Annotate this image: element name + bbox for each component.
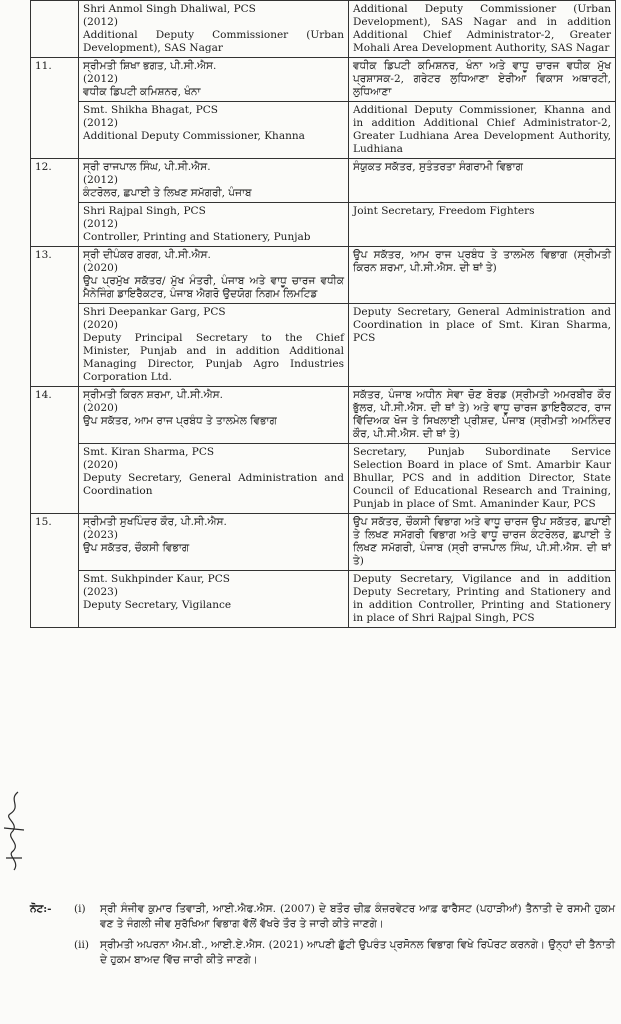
note-tag: (ii) — [74, 939, 89, 951]
batch-year: (2012) — [83, 174, 118, 186]
table-row — [31, 203, 616, 247]
batch-year: (2020) — [83, 262, 118, 274]
note-text: ਸ੍ਰੀ ਸੰਜੀਵ ਕੁਮਾਰ ਤਿਵਾੜੀ, ਆਈ.ਐਫ.ਐਸ. (2007) ਦੇ ਬਤੌਰ ਚੀਫ਼ ਕੰਜ਼ਰਵੇਟਰ ਆਫ਼ ਫਾਰੈਸਟ (ਪਹਾੜੀਆਂ) ਤੈਨਾਤੀ ਦੇ ਰਸਮੀ ਹੁਕਮ ਵਣ ਤੇ ਜੰਗਲੀ ਜੀਵ ਸੁਰੱਖਿਆ ਵਿਭਾਗ ਵੱਲੋਂ ਵੱਖਰੇ ਤੌਰ ਤੇ ਜਾਰੀ ਕੀਤੇ ਜਾਣਗੇ। — [100, 903, 615, 930]
officer-cell-punjabi — [79, 387, 349, 444]
current-posting: Deputy Secretary, General Administration and Coordination — [83, 472, 344, 497]
new-posting-punjabi: ਉਪ ਸਕੱਤਰ, ਆਮ ਰਾਜ ਪ੍ਰਬੰਧ ਤੇ ਤਾਲਮੇਲ ਵਿਭਾਗ (ਸ੍ਰੀਮਤੀ ਕਿਰਨ ਸ਼ਰਮਾ, ਪੀ.ਸੀ.ਐਸ. ਦੀ ਥਾਂ ਤੇ) — [349, 247, 616, 304]
table-row — [31, 514, 616, 571]
serial-number: 12. — [31, 159, 79, 247]
serial-number — [31, 1, 79, 58]
new-posting-english: Secretary, Punjab Subordinate Service Selection Board in place of Smt. Amarbir Kaur Bhullar, PCS and in addition Director, State Council of Educational Research and Training, Punjab in place of Smt. Amaninder Kaur, PCS — [349, 444, 616, 514]
table-row — [31, 159, 616, 203]
notes-section — [30, 902, 615, 974]
officer-cell-punjabi — [79, 58, 349, 102]
officer-name: Smt. Kiran Sharma, PCS — [83, 446, 215, 458]
officer-cell-english — [79, 203, 349, 247]
current-posting: Deputy Principal Secretary to the Chief Minister, Punjab and in addition Additional Managing Director, Punjab Agro Industries Corporation Ltd. — [83, 332, 344, 383]
officer-name: ਸ੍ਰੀਮਤੀ ਸੁਖਪਿੰਦਰ ਕੌਰ, ਪੀ.ਸੀ.ਐਸ. — [83, 516, 227, 528]
table-row — [31, 571, 616, 628]
notes-heading: ਨੋਟ:- — [30, 903, 52, 915]
batch-year: (2020) — [83, 459, 118, 471]
current-posting: Controller, Printing and Stationery, Punjab — [83, 231, 311, 243]
officer-cell-english — [79, 304, 349, 387]
table-row — [31, 1, 616, 58]
note-item — [30, 938, 615, 968]
note-item — [30, 902, 615, 932]
table-row — [31, 387, 616, 444]
batch-year: (2012) — [83, 73, 118, 85]
serial-number: 14. — [31, 387, 79, 514]
current-posting: Additional Deputy Commissioner, Khanna — [83, 130, 305, 142]
officer-cell-english — [79, 444, 349, 514]
officer-name: Shri Anmol Singh Dhaliwal, PCS — [83, 3, 256, 15]
note-tag: (i) — [74, 903, 86, 915]
serial-number: 13. — [31, 247, 79, 387]
current-posting: ਕੰਟਰੋਲਰ, ਛਪਾਈ ਤੇ ਲਿਖਣ ਸਮੱਗਰੀ, ਪੰਜਾਬ — [83, 187, 252, 199]
new-posting-english: Additional Deputy Commissioner (Urban Development), SAS Nagar and in addition Additional Chief Administrator-2, Greater Mohali Area Development Authority, SAS Nagar — [349, 1, 616, 58]
batch-year: (2023) — [83, 529, 118, 541]
table-row — [31, 102, 616, 159]
table-row — [31, 247, 616, 304]
handwritten-signature — [0, 788, 28, 878]
officer-cell-english — [79, 102, 349, 159]
serial-number: 11. — [31, 58, 79, 159]
officer-name: Shri Rajpal Singh, PCS — [83, 205, 206, 217]
current-posting: ਉਪ ਸਕੱਤਰ, ਚੌਕਸੀ ਵਿਭਾਗ — [83, 542, 190, 554]
current-posting: ਉਪ ਪ੍ਰਮੁੱਖ ਸਕੱਤਰ/ ਮੁੱਖ ਮੰਤਰੀ, ਪੰਜਾਬ ਅਤੇ ਵਾਧੂ ਚਾਰਜ ਵਧੀਕ ਮੈਨੇਜਿੰਗ ਡਾਇਰੈਕਟਰ, ਪੰਜਾਬ ਐਗਰੋ ਉਦਯੋਗ ਨਿਗਮ ਲਿਮਟਿਡ — [83, 275, 344, 300]
table-row — [31, 444, 616, 514]
officer-cell-punjabi — [79, 159, 349, 203]
new-posting-punjabi: ਵਧੀਕ ਡਿਪਟੀ ਕਮਿਸ਼ਨਰ, ਖੰਨਾ ਅਤੇ ਵਾਧੂ ਚਾਰਜ ਵਧੀਕ ਮੁੱਖ ਪ੍ਰਸ਼ਾਸਕ-2, ਗਰੇਟਰ ਲੁਧਿਆਣਾ ਏਰੀਆ ਵਿਕਾਸ ਅਥਾਰਟੀ, ਲੁਧਿਆਣਾ — [349, 58, 616, 102]
officer-name: Smt. Shikha Bhagat, PCS — [83, 104, 218, 116]
serial-number: 15. — [31, 514, 79, 628]
officer-cell-punjabi — [79, 247, 349, 304]
officer-cell-english — [79, 1, 349, 58]
new-posting-english: Deputy Secretary, Vigilance and in addition Deputy Secretary, Printing and Stationery and in addition Controller, Printing and Stationery in place of Shri Rajpal Singh, PCS — [349, 571, 616, 628]
current-posting: ਵਧੀਕ ਡਿਪਟੀ ਕਮਿਸ਼ਨਰ, ਖੰਨਾ — [83, 86, 201, 98]
note-text: ਸ੍ਰੀਮਤੀ ਅਪਰਨਾ ਐਮ.ਬੀ., ਆਈ.ਏ.ਐਸ. (2021) ਆਪਣੀ ਛੁੱਟੀ ਉਪਰੰਤ ਪ੍ਰਸੋਨਲ ਵਿਭਾਗ ਵਿਖੇ ਰਿਪੋਰਟ ਕਰਨਗੇ। ਉਨ੍ਹਾਂ ਦੀ ਤੈਨਾਤੀ ਦੇ ਹੁਕਮ ਬਾਅਦ ਵਿੱਚ ਜਾਰੀ ਕੀਤੇ ਜਾਣਗੇ। — [100, 939, 615, 966]
new-posting-english: Joint Secretary, Freedom Fighters — [349, 203, 616, 247]
officer-name: ਸ੍ਰੀਮਤੀ ਸ਼ਿਖਾ ਭਗਤ, ਪੀ.ਸੀ.ਐਸ. — [83, 60, 217, 72]
batch-year: (2012) — [83, 218, 118, 230]
new-posting-punjabi: ਸੰਯੁਕਤ ਸਕੱਤਰ, ਸੁਤੰਤਰਤਾ ਸੰਗਰਾਮੀ ਵਿਭਾਗ — [349, 159, 616, 203]
officer-cell-english — [79, 571, 349, 628]
officer-name: ਸ੍ਰੀਮਤੀ ਕਿਰਨ ਸ਼ਰਮਾ, ਪੀ.ਸੀ.ਐਸ. — [83, 389, 223, 401]
officer-name: Smt. Sukhpinder Kaur, PCS — [83, 573, 230, 585]
current-posting: Additional Deputy Commissioner (Urban Development), SAS Nagar — [83, 29, 344, 54]
table-row — [31, 304, 616, 387]
officer-name: ਸ੍ਰੀ ਦੀਪੰਕਰ ਗਰਗ, ਪੀ.ਸੀ.ਐਸ. — [83, 249, 211, 261]
new-posting-english: Additional Deputy Commissioner, Khanna and in addition Additional Chief Administrator-2, Greater Ludhiana Area Development Authority, Ludhiana — [349, 102, 616, 159]
batch-year: (2020) — [83, 402, 118, 414]
new-posting-punjabi: ਸਕੱਤਰ, ਪੰਜਾਬ ਅਧੀਨ ਸੇਵਾ ਚੋਣ ਬੋਰਡ (ਸ੍ਰੀਮਤੀ ਅਮਰਬੀਰ ਕੌਰ ਭੁੱਲਰ, ਪੀ.ਸੀ.ਐਸ. ਦੀ ਥਾਂ ਤੇ) ਅਤੇ ਵਾਧੂ ਚਾਰਜ ਡਾਇਰੈਕਟਰ, ਰਾਜ ਵਿੱਦਿਅਕ ਖੋਜ ਤੇ ਸਿਖਲਾਈ ਪ੍ਰੀਸ਼ਦ, ਪੰਜਾਬ (ਸ੍ਰੀਮਤੀ ਅਮਨਿੰਦਰ ਕੌਰ, ਪੀ.ਸੀ.ਐਸ. ਦੀ ਥਾਂ ਤੇ) — [349, 387, 616, 444]
officer-cell-punjabi — [79, 514, 349, 571]
officer-name: Shri Deepankar Garg, PCS — [83, 306, 226, 318]
batch-year: (2023) — [83, 586, 118, 598]
batch-year: (2012) — [83, 16, 118, 28]
new-posting-english: Deputy Secretary, General Administration and Coordination in place of Smt. Kiran Sharma, PCS — [349, 304, 616, 387]
current-posting: ਉਪ ਸਕੱਤਰ, ਆਮ ਰਾਜ ਪ੍ਰਬੰਧ ਤੇ ਤਾਲਮੇਲ ਵਿਭਾਗ — [83, 415, 277, 427]
batch-year: (2020) — [83, 319, 118, 331]
table-row — [31, 58, 616, 102]
current-posting: Deputy Secretary, Vigilance — [83, 599, 232, 611]
officer-name: ਸ੍ਰੀ ਰਾਜਪਾਲ ਸਿੰਘ, ਪੀ.ਸੀ.ਐਸ. — [83, 161, 211, 173]
transfer-orders-table — [30, 0, 616, 628]
batch-year: (2012) — [83, 117, 118, 129]
new-posting-punjabi: ਉਪ ਸਕੱਤਰ, ਚੌਕਸੀ ਵਿਭਾਗ ਅਤੇ ਵਾਧੂ ਚਾਰਜ ਉਪ ਸਕੱਤਰ, ਛਪਾਈ ਤੇ ਲਿਖਣ ਸਮੱਗਰੀ ਵਿਭਾਗ ਅਤੇ ਵਾਧੂ ਚਾਰਜ ਕੰਟਰੋਲਰ, ਛਪਾਈ ਤੇ ਲਿਖਣ ਸਮੱਗਰੀ, ਪੰਜਾਬ (ਸ੍ਰੀ ਰਾਜਪਾਲ ਸਿੰਘ, ਪੀ.ਸੀ.ਐਸ. ਦੀ ਥਾਂ ਤੇ) — [349, 514, 616, 571]
